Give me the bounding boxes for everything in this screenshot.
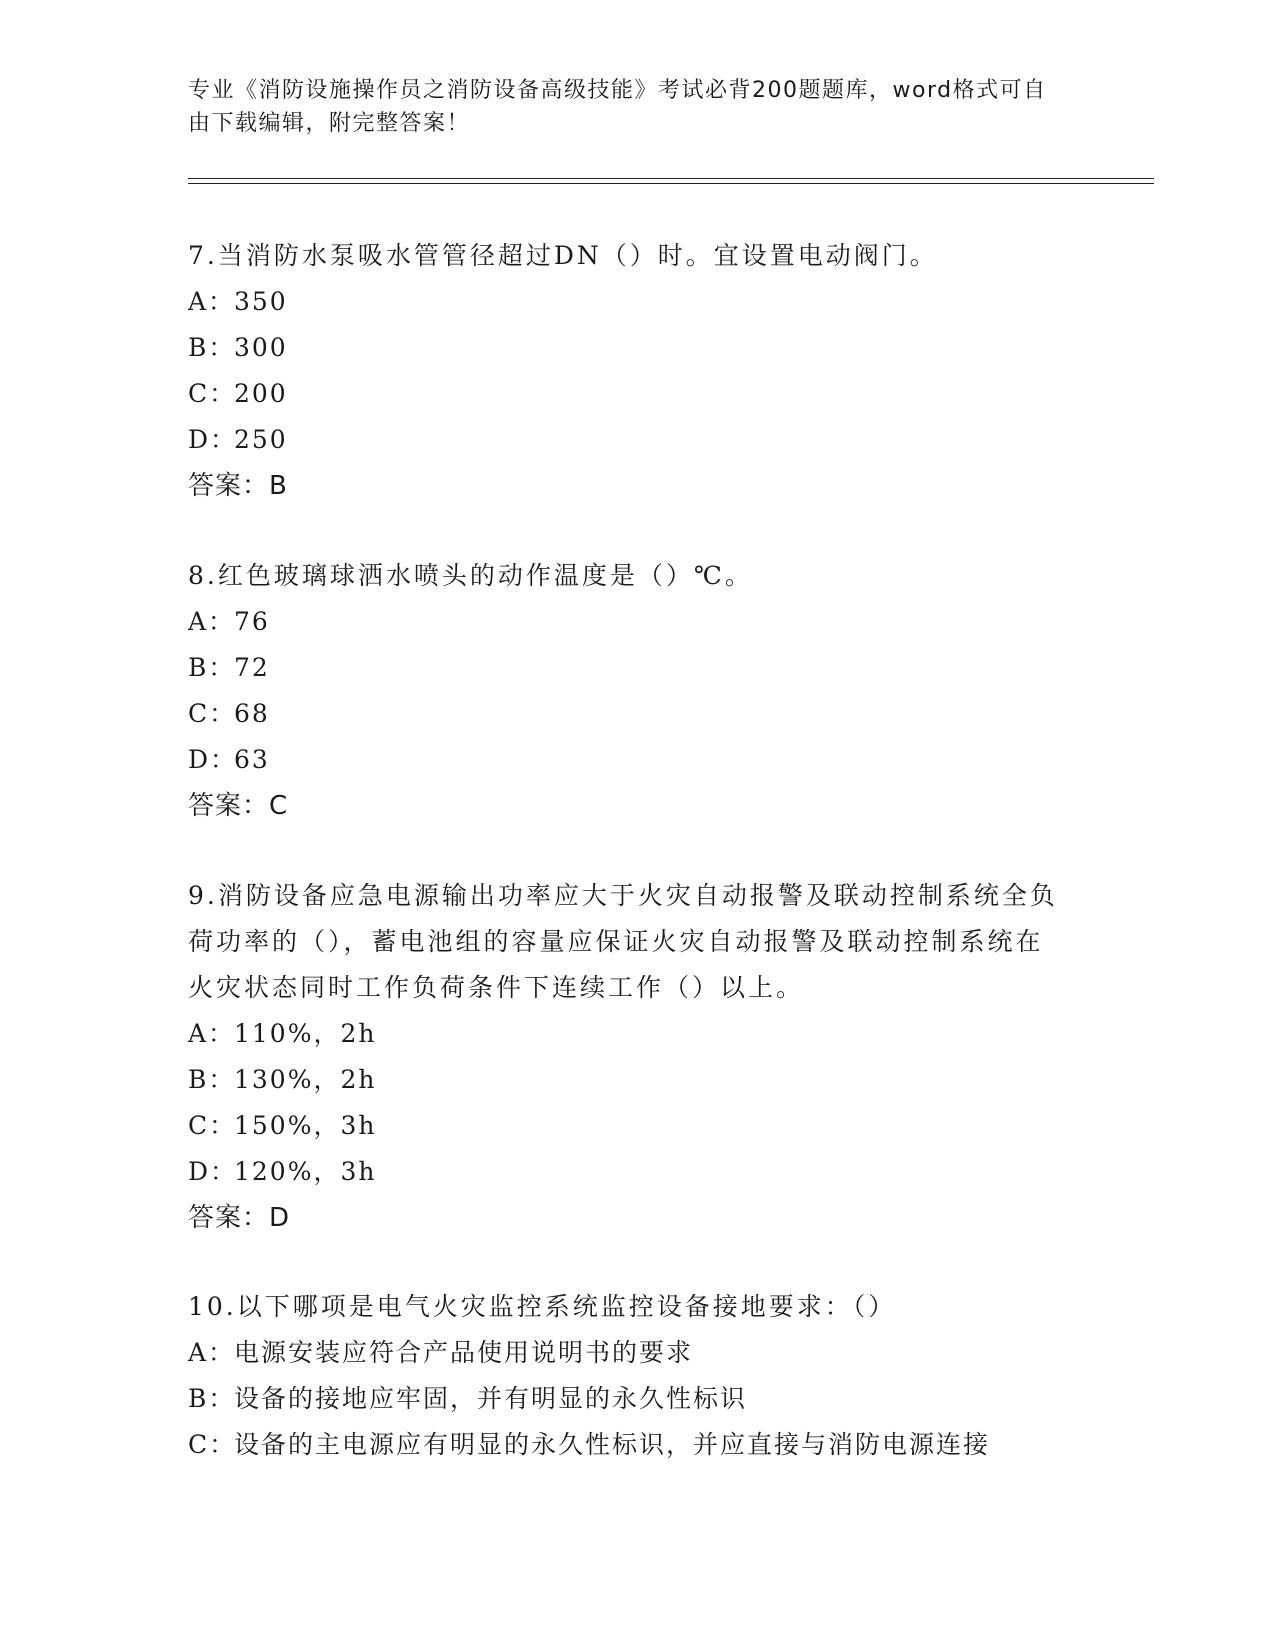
option-a (188, 1011, 1068, 1057)
question-9 (188, 873, 1068, 1241)
option-letter: C： (188, 1430, 237, 1459)
option-c (188, 691, 1068, 737)
option-d (188, 1149, 1068, 1195)
option-text: 200 (234, 379, 288, 408)
document-header: 专业《消防设施操作员之消防设备高级技能》考试必背200题题库，word格式可自由下载编辑，附完整答案！ (188, 78, 1047, 136)
option-letter: B： (188, 333, 236, 362)
option-c (188, 371, 1068, 417)
option-b (188, 325, 1068, 371)
header-divider-top (188, 178, 1154, 179)
option-d (188, 737, 1068, 783)
option-letter: C： (188, 699, 237, 728)
option-letter: C： (188, 1111, 237, 1140)
option-text: 250 (234, 425, 288, 454)
option-text: 设备的主电源应有明显的永久性标识，并应直接与消防电源连接 (234, 1430, 991, 1459)
option-letter: B： (188, 1384, 236, 1413)
option-b (188, 1376, 1068, 1422)
option-d (188, 417, 1068, 463)
question-7 (188, 233, 1068, 509)
question-stem: 9.消防设备应急电源输出功率应大于火灾自动报警及联动控制系统全负荷功率的（），蓄电池组的容量应保证火灾自动报警及联动控制系统在火灾状态同时工作负荷条件下连续工作（）以上。 (188, 881, 1058, 1002)
option-letter: A： (188, 607, 236, 636)
question-8 (188, 553, 1068, 829)
question-stem: 7.当消防水泵吸水管管径超过DN（）时。宜设置电动阀门。 (188, 241, 938, 270)
option-text: 76 (234, 607, 270, 636)
option-text: 120%，3h (234, 1157, 377, 1186)
option-letter: D： (188, 425, 238, 454)
answer-line: 答案：D (188, 1203, 291, 1233)
option-letter: B： (188, 653, 236, 682)
option-c (188, 1422, 1068, 1468)
option-letter: A： (188, 1019, 236, 1048)
answer-line: 答案：C (188, 791, 289, 821)
option-text: 设备的接地应牢固，并有明显的永久性标识 (234, 1384, 748, 1413)
question-stem: 10.以下哪项是电气火灾监控系统监控设备接地要求：（） (188, 1292, 897, 1321)
option-b (188, 645, 1068, 691)
answer-line: 答案：B (188, 471, 288, 501)
option-text: 63 (234, 745, 270, 774)
question-10 (188, 1284, 1068, 1468)
option-list (188, 1011, 1068, 1195)
option-text: 72 (234, 653, 270, 682)
option-text: 电源安装应符合产品使用说明书的要求 (234, 1338, 694, 1367)
header-divider-bottom (188, 183, 1154, 184)
option-a (188, 279, 1068, 325)
option-letter: D： (188, 745, 238, 774)
option-text: 350 (234, 287, 288, 316)
option-letter: A： (188, 1338, 236, 1367)
option-c (188, 1103, 1068, 1149)
option-a (188, 1330, 1068, 1376)
option-letter: D： (188, 1157, 238, 1186)
option-list (188, 279, 1068, 463)
option-list (188, 1330, 1068, 1468)
option-letter: B： (188, 1065, 236, 1094)
option-a (188, 599, 1068, 645)
question-stem: 8.红色玻璃球洒水喷头的动作温度是（）℃。 (188, 561, 753, 590)
option-text: 130%，2h (234, 1065, 377, 1094)
option-text: 150%，3h (234, 1111, 377, 1140)
option-list (188, 599, 1068, 783)
option-b (188, 1057, 1068, 1103)
option-text: 110%，2h (234, 1019, 377, 1048)
option-letter: C： (188, 379, 237, 408)
option-text: 300 (234, 333, 288, 362)
option-letter: A： (188, 287, 236, 316)
option-text: 68 (234, 699, 270, 728)
